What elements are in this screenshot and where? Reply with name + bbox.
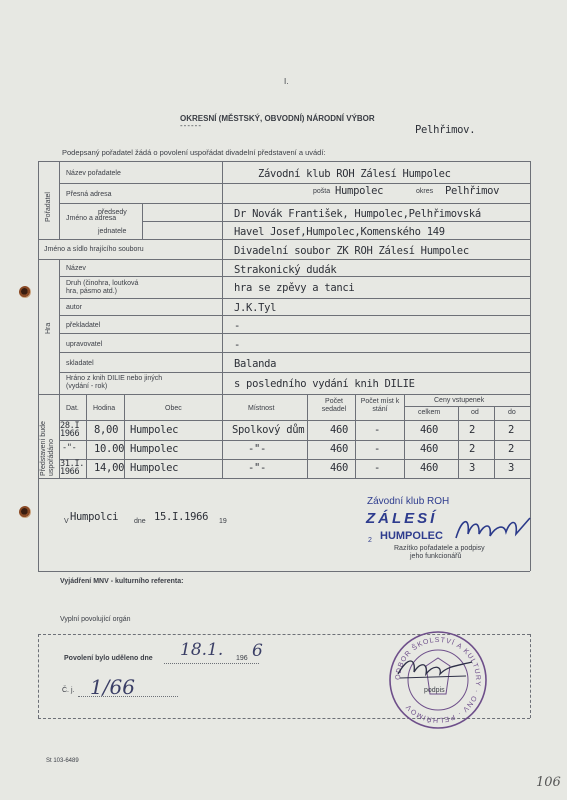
place-v-label: V [64,518,69,525]
row-total: 460 [420,462,439,474]
col-from-header: od [471,409,479,416]
row-standing: - [374,462,381,474]
row-to: 2 [508,443,515,455]
address-label: Přesná adresa [66,191,112,198]
okres-value: Pelhřimov [445,185,500,197]
ensemble-label: Jméno a sídlo hrajícího souboru [44,246,144,253]
col-hour-header: Hodina [93,405,116,412]
row-place: -"- [248,462,267,474]
col-town-header: Obec [165,405,182,412]
row-to: 2 [508,424,515,436]
source-label: Hráno z knih DILIE nebo jiných (vydání - rok) [66,375,163,390]
organizer-stamp-line3: HUMPOLEC [380,530,443,542]
row-total: 460 [420,443,439,455]
row-standing: - [374,424,381,436]
row-hour: 8,00 [94,424,119,436]
granted-label: Povolení bylo uděleno dne [64,655,153,662]
granted-underline [164,663,259,664]
year-value: 6 [252,641,263,661]
signature-frame-bottom [38,571,530,572]
row-place: -"- [248,443,267,455]
col-to-header: do [508,409,516,416]
play-type-value: hra se zpěvy a tanci [234,282,355,294]
punch-hole-top [19,286,31,298]
year-suffix: 19 [219,518,227,525]
chair-value: Dr Novák František, Humpolec,Pelhřimovská [234,208,481,220]
col-total-header: celkem [418,409,441,416]
adapter-value: - [234,339,241,351]
office-underline: ------ [180,121,202,130]
play-group-label: Hra [45,322,52,334]
author-label: autor [66,304,82,311]
posta-value: Humpolec [335,185,384,197]
granted-value: 18.1. [180,640,224,660]
row-hour: 14,00 [94,462,125,474]
row-standing: - [374,443,381,455]
row-from: 2 [469,424,476,436]
office-title: OKRESNÍ (MĚSTSKÝ, OBVODNÍ) NÁRODNÍ VÝBOR [180,114,375,123]
play-type-label: Druh (činohra, loutková hra, pásmo atd.) [66,280,139,295]
play-title-label: Název [66,265,86,272]
posta-label: pošta [313,188,331,195]
punch-hole-bottom [19,506,31,518]
adapter-label: upravovatel [66,341,103,348]
organizer-name-label: Název pořadatele [66,170,121,177]
cj-value: 1/66 [90,675,135,699]
organizer-stamp-line1: Závodní klub ROH [367,496,450,507]
stamp-caption-2: jeho funkcionářů [410,553,462,560]
cj-label: Č. j. [62,687,75,694]
date-value: 15.I.1966 [154,511,209,523]
row-town: Humpolec [130,424,179,436]
chair-label: předsedy [98,209,127,216]
col-seats-header: Počet sedadel [321,398,347,413]
row-seats: 460 [330,424,349,436]
intro-text: Podepsaný pořadatel žádá o povolení uspořádat divadelní představení a uvádí: [62,148,326,157]
ensemble-value: Divadelní soubor ZK ROH Zálesí Humpolec [234,245,469,257]
row-seats: 460 [330,462,349,474]
col-standing-header: Počet míst k stání [360,398,400,413]
organizer-stamp-prefix: 2 [368,537,372,544]
row-date: -"- [62,443,77,453]
row-date: 31.I. 1966 [60,459,85,477]
office-city: Pelhřimov. [415,124,476,136]
sign-label: podpis [424,687,445,694]
composer-value: Balanda [234,358,277,370]
source-value: s posledního vydání knih DILIE [234,378,415,390]
row-total: 460 [420,424,439,436]
translator-label: překladatel [66,322,101,329]
organizer-signature [452,512,534,544]
row-town: Humpolec [130,443,179,455]
row-place: Spolkový dům [232,424,305,436]
organizer-group-label: Pořadatel [45,192,52,222]
agent-value: Havel Josef,Humpolec,Komenského 149 [234,226,445,238]
authority-signature [396,652,476,682]
form-code: St 103-6489 [46,758,79,764]
composer-label: skladatel [66,360,94,367]
date-label: dne [134,518,146,525]
form-number: I. [284,77,289,86]
play-title-value: Strakonický dudák [234,264,337,276]
person-label-text: Jméno a adresa [66,215,117,222]
authority-label: Vyplní povolující orgán [60,616,131,623]
translator-value: - [234,320,241,332]
year-prefix: 196 [236,655,248,662]
col-prices-header: Ceny vstupenek [434,397,485,404]
row-town: Humpolec [130,462,179,474]
row-from: 2 [469,443,476,455]
organizer-name-value: Závodní klub ROH Zálesí Humpolec [258,168,451,180]
referent-label: Vyjádření MNV - kulturního referenta: [60,578,184,585]
row-from: 3 [469,462,476,474]
organizer-stamp-line2: ZÁLESÍ [366,510,438,527]
page-note: 106 [536,775,561,790]
row-date: 28.I 1966 [60,421,80,439]
performances-group-label: Představení bude uspořádáno [40,421,55,476]
okres-label: okres [416,188,434,195]
row-to: 3 [508,462,515,474]
row-seats: 460 [330,443,349,455]
author-value: J.K.Tyl [234,302,277,314]
stamp-caption-1: Razítko pořadatele a podpisy [394,545,485,552]
col-date-header: Dat. [66,405,79,412]
col-place-header: Místnost [248,405,275,412]
signature-frame-left [38,478,39,571]
place-value: Humpolci [70,511,119,523]
row-hour: 10.00 [94,443,125,455]
stamp-ring-text: ODBOR ŠKOLSTVÍ A KULTURY · ONV · PELHŘIMOV [394,636,482,724]
agent-label: jednatele [98,228,127,235]
